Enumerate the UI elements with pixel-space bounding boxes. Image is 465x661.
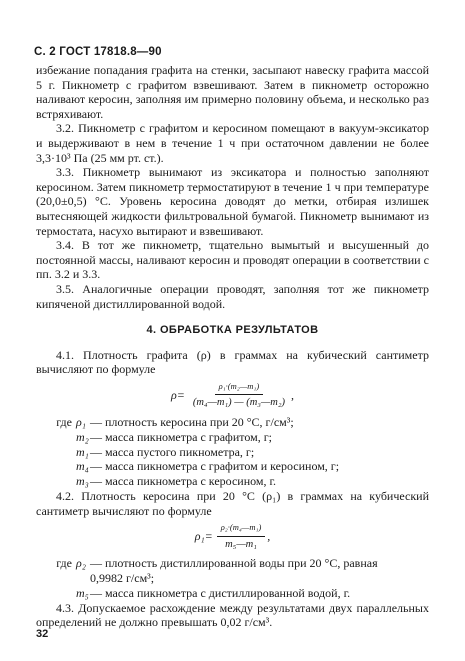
document-body xyxy=(36,63,429,630)
formula-1-numerator: ρ₁·(m₂—m₁) xyxy=(215,379,264,396)
definition-text: — плотность дистиллированной воды при 20 °С, равная xyxy=(90,556,378,571)
definition-prefix: где xyxy=(56,415,72,430)
paragraph-4-3: 4.3. Допускаемое расхождение между результатами двух параллельных определений не должно превышать 0,02 г/см³. xyxy=(36,600,429,630)
definition-symbol: ρ₁ xyxy=(76,415,86,430)
formula-1-comma: , xyxy=(291,387,295,402)
formula-kerosene-density xyxy=(36,520,429,552)
definition-text: — масса пустого пикнометра, г; xyxy=(90,444,255,459)
definition-symbol: m₄ xyxy=(76,459,89,474)
definition-row xyxy=(36,415,429,430)
formula-2-comma: , xyxy=(267,529,271,544)
intro-paragraph: избежание попадания графита на стенки, засыпают навеску графита массой 5 г. Пикнометр с графитом взвешивают. Затем в пикнометр осторожно наливают керосин, заполняя им примерно половину объема, и несколько раз встряхивают. xyxy=(36,63,429,121)
definition-symbol: m₂ xyxy=(76,429,89,444)
definition-row xyxy=(36,556,429,571)
definition-text: — масса пикнометра с керосином, г. xyxy=(90,474,277,489)
definition-continuation: 0,9982 г/см³; xyxy=(90,571,155,586)
paragraph-4-2: 4.2. Плотность керосина при 20 °С (ρ₁) в граммах на кубический сантиметр вычисляют по формуле xyxy=(36,489,429,518)
definition-text: — плотность керосина при 20 °С, г/см³; xyxy=(90,415,294,430)
definition-text: — масса пикнометра с дистиллированной водой, г. xyxy=(90,586,351,601)
definition-symbol: m₁ xyxy=(76,444,89,459)
definition-prefix: где xyxy=(56,556,72,571)
definition-symbol: m₅ xyxy=(76,586,89,601)
definition-text: — масса пикнометра с графитом и керосином, г; xyxy=(90,459,340,474)
definition-symbol: m₃ xyxy=(76,474,89,489)
formula-1-denominator: (m₄—m₁) — (m₃—m₂) xyxy=(192,397,286,409)
definition-row xyxy=(36,586,429,601)
formula-1-lhs: ρ= xyxy=(170,387,185,402)
formula-2-definitions xyxy=(36,556,429,600)
formula-2-lhs: ρ₁= xyxy=(194,529,213,544)
paragraph-4-1: 4.1. Плотность графита (ρ) в граммах на кубический сантиметр вычисляют по формуле xyxy=(36,347,429,377)
formula-graphite-density xyxy=(36,379,429,411)
paragraph-3-2: 3.2. Пикнометр с графитом и керосином помещают в вакуум-эксикатор и выдерживают в нем в течение 1 ч при остаточном давлении не более 3,3·10³ Па (25 мм рт. ст.). xyxy=(36,121,429,165)
definition-row xyxy=(36,474,429,489)
page-number: 32 xyxy=(36,628,49,640)
definition-row xyxy=(36,445,429,460)
formula-2-numerator: ρ₂·(m₄—m₁) xyxy=(217,520,266,537)
definition-row xyxy=(36,459,429,474)
formula-1-definitions xyxy=(36,415,429,489)
definition-symbol: ρ₂ xyxy=(76,556,86,571)
definition-row xyxy=(36,430,429,445)
document-header: С. 2 ГОСТ 17818.8—90 xyxy=(34,46,162,58)
formula-1-fraction xyxy=(189,379,289,411)
paragraph-3-3: 3.3. Пикнометр вынимают из эксикатора и полностью заполняют керосином. Затем пикнометр термостатируют в течение 1 ч при температуре (20,0±0,5) °С. Уровень керосина доводят до метки, отбирая излишек вытесняющей жидкости фильтровальной бумагой. Пикнометр вынимают из термостата, насухо вытирают и взвешивают. xyxy=(36,165,429,238)
definition-text: — масса пикнометра с графитом, г; xyxy=(90,429,272,444)
section-4-title: 4. ОБРАБОТКА РЕЗУЛЬТАТОВ xyxy=(146,324,319,337)
formula-2-denominator: m₅—m₁ xyxy=(225,538,257,550)
formula-2-fraction xyxy=(217,520,266,552)
paragraph-3-5: 3.5. Аналогичные операции проводят, заполняя тот же пикнометр кипяченой дистиллированной водой. xyxy=(36,281,429,311)
paragraph-3-4: 3.4. В тот же пикнометр, тщательно вымытый и высушенный до постоянной массы, наливают керосин и проводят операции в соответствии с пп. 3.2 и 3.3. xyxy=(36,238,429,282)
